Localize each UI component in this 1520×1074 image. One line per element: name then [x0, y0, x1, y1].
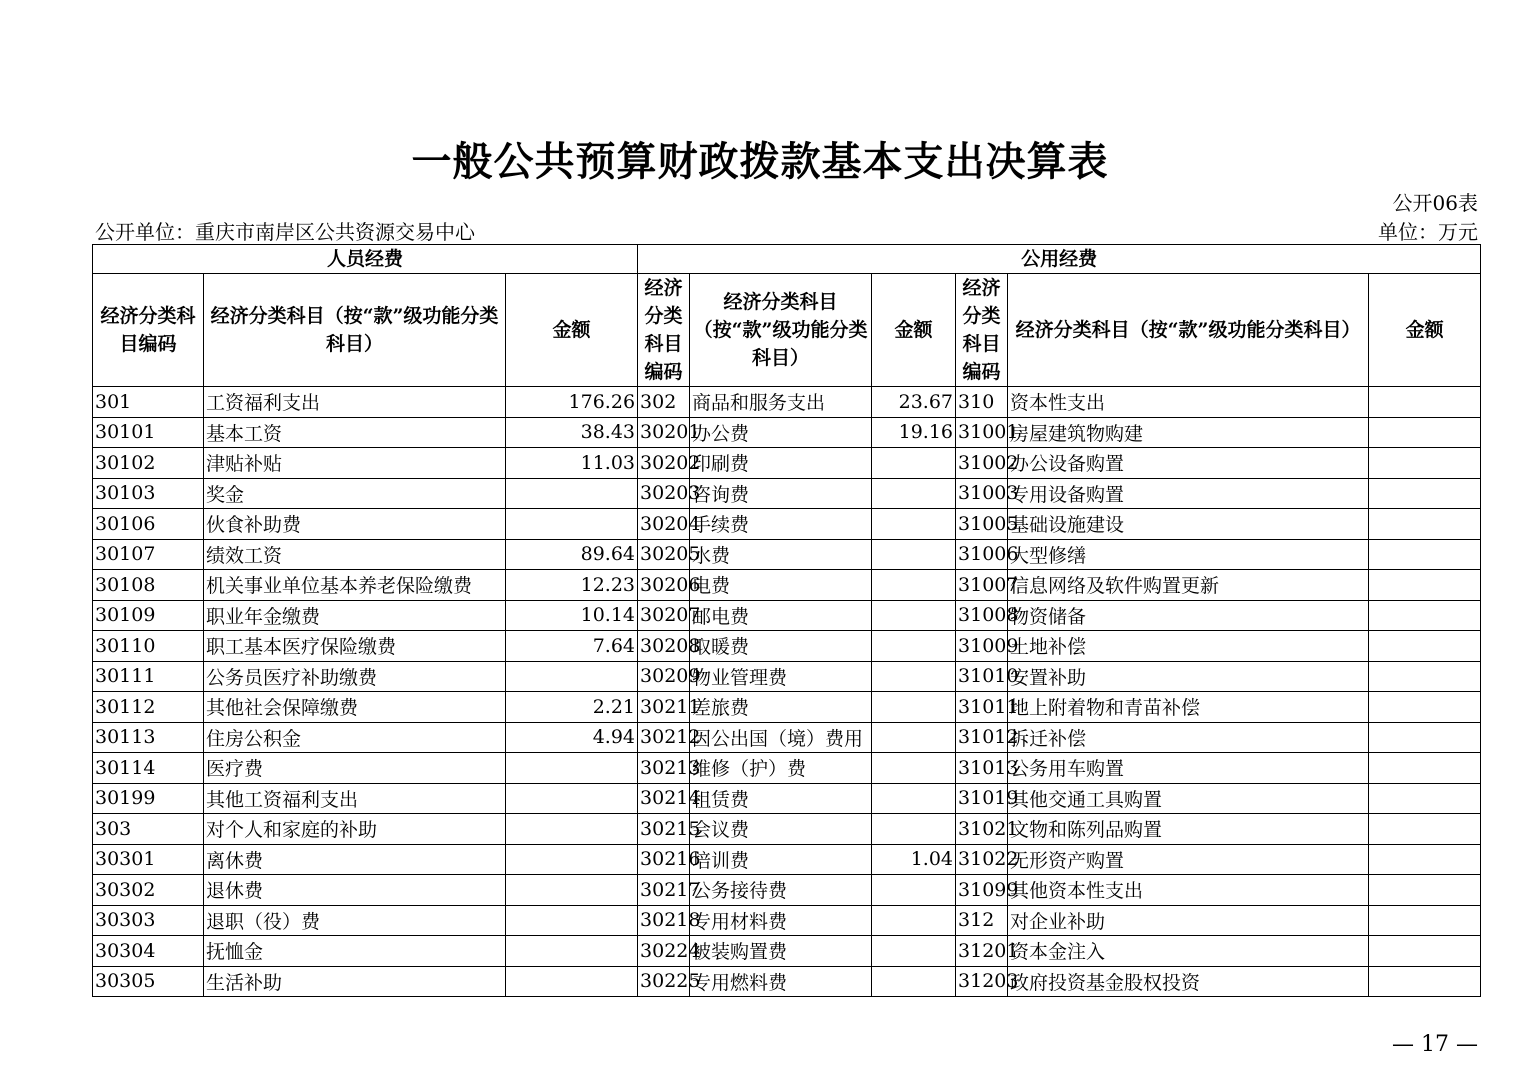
page-number: — 17 — — [1392, 1032, 1478, 1057]
amount-cell — [506, 814, 638, 845]
name-cell: 手续费 — [690, 509, 872, 540]
amount-cell — [872, 966, 956, 997]
table-row — [93, 661, 1481, 692]
table-row — [93, 600, 1481, 631]
amount-cell — [506, 905, 638, 936]
amount-cell — [1369, 631, 1481, 662]
name-cell: 专用设备购置 — [1008, 478, 1369, 509]
name-cell: 取暖费 — [690, 631, 872, 662]
expenditure-table — [92, 244, 1481, 997]
code-cell: 30202 — [638, 448, 690, 479]
amount-cell — [872, 631, 956, 662]
col-header-amount: 金额 — [1369, 274, 1481, 387]
name-cell: 印刷费 — [690, 448, 872, 479]
table-row — [93, 509, 1481, 540]
code-cell: 30207 — [638, 600, 690, 631]
amount-cell: 2.21 — [506, 692, 638, 723]
amount-cell — [1369, 661, 1481, 692]
code-cell: 302 — [638, 387, 690, 418]
code-cell: 31011 — [956, 692, 1008, 723]
code-cell: 30113 — [93, 722, 204, 753]
amount-cell — [1369, 448, 1481, 479]
amount-cell — [1369, 844, 1481, 875]
amount-cell: 10.14 — [506, 600, 638, 631]
code-cell: 30102 — [93, 448, 204, 479]
table-row — [93, 905, 1481, 936]
table-row — [93, 783, 1481, 814]
col-header-code: 经济分类科目编码 — [638, 274, 690, 387]
name-cell: 因公出国（境）费用 — [690, 722, 872, 753]
amount-cell — [872, 661, 956, 692]
name-cell: 离休费 — [204, 844, 506, 875]
code-cell: 303 — [93, 814, 204, 845]
name-cell: 抚恤金 — [204, 936, 506, 967]
name-cell: 医疗费 — [204, 753, 506, 784]
amount-cell — [1369, 814, 1481, 845]
table-row — [93, 814, 1481, 845]
table-row — [93, 448, 1481, 479]
col-header-code: 经济分类科目编码 — [93, 274, 204, 387]
table-row — [93, 722, 1481, 753]
name-cell: 会议费 — [690, 814, 872, 845]
name-cell: 租赁费 — [690, 783, 872, 814]
amount-cell — [506, 753, 638, 784]
name-cell: 咨询费 — [690, 478, 872, 509]
reporting-unit: 公开单位：重庆市南岸区公共资源交易中心 — [95, 220, 475, 244]
code-cell: 31009 — [956, 631, 1008, 662]
code-cell: 30302 — [93, 875, 204, 906]
name-cell: 退职（役）费 — [204, 905, 506, 936]
code-cell: 30214 — [638, 783, 690, 814]
amount-cell — [872, 478, 956, 509]
name-cell: 水费 — [690, 539, 872, 570]
amount-cell: 1.04 — [872, 844, 956, 875]
table-row — [93, 966, 1481, 997]
amount-cell: 23.67 — [872, 387, 956, 418]
col-header-name: 经济分类科目（按“款”级功能分类科目） — [204, 274, 506, 387]
name-cell: 其他工资福利支出 — [204, 783, 506, 814]
name-cell: 奖金 — [204, 478, 506, 509]
table-row — [93, 875, 1481, 906]
name-cell: 信息网络及软件购置更新 — [1008, 570, 1369, 601]
code-cell: 30212 — [638, 722, 690, 753]
amount-cell: 19.16 — [872, 417, 956, 448]
amount-cell — [1369, 783, 1481, 814]
code-cell: 312 — [956, 905, 1008, 936]
table-row — [93, 631, 1481, 662]
name-cell: 公务员医疗补助缴费 — [204, 661, 506, 692]
code-cell: 30215 — [638, 814, 690, 845]
name-cell: 伙食补助费 — [204, 509, 506, 540]
col-header-name: 经济分类科目（按“款”级功能分类科目） — [1008, 274, 1369, 387]
table-row — [93, 570, 1481, 601]
amount-cell — [506, 509, 638, 540]
code-cell: 30208 — [638, 631, 690, 662]
code-cell: 30301 — [93, 844, 204, 875]
name-cell: 专用燃料费 — [690, 966, 872, 997]
amount-cell — [872, 905, 956, 936]
code-cell: 30204 — [638, 509, 690, 540]
code-cell: 30112 — [93, 692, 204, 723]
name-cell: 物业管理费 — [690, 661, 872, 692]
table-row — [93, 936, 1481, 967]
amount-cell — [872, 753, 956, 784]
code-cell: 31001 — [956, 417, 1008, 448]
amount-cell — [1369, 722, 1481, 753]
code-cell: 30106 — [93, 509, 204, 540]
amount-cell — [1369, 570, 1481, 601]
code-cell: 30224 — [638, 936, 690, 967]
name-cell: 无形资产购置 — [1008, 844, 1369, 875]
name-cell: 其他交通工具购置 — [1008, 783, 1369, 814]
name-cell: 大型修缮 — [1008, 539, 1369, 570]
code-cell: 31021 — [956, 814, 1008, 845]
amount-cell — [1369, 905, 1481, 936]
amount-cell — [506, 478, 638, 509]
name-cell: 办公费 — [690, 417, 872, 448]
name-cell: 工资福利支出 — [204, 387, 506, 418]
name-cell: 职业年金缴费 — [204, 600, 506, 631]
table-row — [93, 387, 1481, 418]
col-header-amount: 金额 — [872, 274, 956, 387]
amount-cell — [872, 600, 956, 631]
code-cell: 30203 — [638, 478, 690, 509]
name-cell: 安置补助 — [1008, 661, 1369, 692]
name-cell: 津贴补贴 — [204, 448, 506, 479]
amount-cell: 12.23 — [506, 570, 638, 601]
name-cell: 职工基本医疗保险缴费 — [204, 631, 506, 662]
code-cell: 30303 — [93, 905, 204, 936]
table-row — [93, 692, 1481, 723]
code-cell: 30103 — [93, 478, 204, 509]
amount-cell — [1369, 539, 1481, 570]
amount-cell — [872, 570, 956, 601]
code-cell: 30211 — [638, 692, 690, 723]
code-cell: 30209 — [638, 661, 690, 692]
name-cell: 资本性支出 — [1008, 387, 1369, 418]
code-cell: 31010 — [956, 661, 1008, 692]
name-cell: 其他社会保障缴费 — [204, 692, 506, 723]
code-cell: 30101 — [93, 417, 204, 448]
name-cell: 培训费 — [690, 844, 872, 875]
code-cell: 30205 — [638, 539, 690, 570]
name-cell: 土地补偿 — [1008, 631, 1369, 662]
amount-cell: 176.26 — [506, 387, 638, 418]
code-cell: 301 — [93, 387, 204, 418]
name-cell: 资本金注入 — [1008, 936, 1369, 967]
code-cell: 31012 — [956, 722, 1008, 753]
name-cell: 被装购置费 — [690, 936, 872, 967]
amount-cell — [506, 783, 638, 814]
amount-cell — [1369, 478, 1481, 509]
name-cell: 地上附着物和青苗补偿 — [1008, 692, 1369, 723]
name-cell: 机关事业单位基本养老保险缴费 — [204, 570, 506, 601]
amount-cell — [1369, 417, 1481, 448]
code-cell: 310 — [956, 387, 1008, 418]
code-cell: 31022 — [956, 844, 1008, 875]
currency-unit: 单位：万元 — [1378, 220, 1478, 244]
name-cell: 维修（护）费 — [690, 753, 872, 784]
code-cell: 30304 — [93, 936, 204, 967]
code-cell: 30216 — [638, 844, 690, 875]
code-cell: 30114 — [93, 753, 204, 784]
name-cell: 公务接待费 — [690, 875, 872, 906]
code-cell: 31201 — [956, 936, 1008, 967]
amount-cell — [1369, 753, 1481, 784]
code-cell: 30217 — [638, 875, 690, 906]
code-cell: 30107 — [93, 539, 204, 570]
name-cell: 对个人和家庭的补助 — [204, 814, 506, 845]
name-cell: 房屋建筑物购建 — [1008, 417, 1369, 448]
amount-cell — [1369, 966, 1481, 997]
name-cell: 绩效工资 — [204, 539, 506, 570]
amount-cell — [506, 966, 638, 997]
name-cell: 文物和陈列品购置 — [1008, 814, 1369, 845]
amount-cell — [872, 448, 956, 479]
name-cell: 住房公积金 — [204, 722, 506, 753]
name-cell: 对企业补助 — [1008, 905, 1369, 936]
table-row — [93, 844, 1481, 875]
col-header-amount: 金额 — [506, 274, 638, 387]
amount-cell — [506, 936, 638, 967]
amount-cell — [872, 875, 956, 906]
code-cell: 30206 — [638, 570, 690, 601]
amount-cell — [506, 661, 638, 692]
col-header-code: 经济分类科目编码 — [956, 274, 1008, 387]
name-cell: 基础设施建设 — [1008, 509, 1369, 540]
code-cell: 30201 — [638, 417, 690, 448]
name-cell: 退休费 — [204, 875, 506, 906]
name-cell: 其他资本性支出 — [1008, 875, 1369, 906]
amount-cell — [872, 783, 956, 814]
code-cell: 31019 — [956, 783, 1008, 814]
code-cell: 30108 — [93, 570, 204, 601]
col-header-name: 经济分类科目（按“款”级功能分类科目） — [690, 274, 872, 387]
table-row — [93, 417, 1481, 448]
code-cell: 31008 — [956, 600, 1008, 631]
amount-cell — [872, 509, 956, 540]
amount-cell — [506, 844, 638, 875]
code-cell: 30199 — [93, 783, 204, 814]
amount-cell: 11.03 — [506, 448, 638, 479]
page-title: 一般公共预算财政拨款基本支出决算表 — [411, 138, 1109, 185]
amount-cell — [1369, 692, 1481, 723]
table-row — [93, 753, 1481, 784]
amount-cell — [1369, 387, 1481, 418]
code-cell: 30109 — [93, 600, 204, 631]
code-cell: 31005 — [956, 509, 1008, 540]
code-cell: 30110 — [93, 631, 204, 662]
name-cell: 生活补助 — [204, 966, 506, 997]
amount-cell: 4.94 — [506, 722, 638, 753]
amount-cell — [1369, 875, 1481, 906]
amount-cell — [872, 814, 956, 845]
name-cell: 拆迁补偿 — [1008, 722, 1369, 753]
code-cell: 31203 — [956, 966, 1008, 997]
amount-cell: 7.64 — [506, 631, 638, 662]
amount-cell — [1369, 509, 1481, 540]
code-cell: 30218 — [638, 905, 690, 936]
name-cell: 邮电费 — [690, 600, 872, 631]
code-cell: 30225 — [638, 966, 690, 997]
amount-cell — [506, 875, 638, 906]
name-cell: 物资储备 — [1008, 600, 1369, 631]
amount-cell — [872, 539, 956, 570]
form-number: 公开06表 — [1392, 191, 1478, 215]
code-cell: 31002 — [956, 448, 1008, 479]
amount-cell — [1369, 936, 1481, 967]
amount-cell — [1369, 600, 1481, 631]
code-cell: 31007 — [956, 570, 1008, 601]
amount-cell — [872, 722, 956, 753]
amount-cell: 38.43 — [506, 417, 638, 448]
table-row — [93, 478, 1481, 509]
name-cell: 商品和服务支出 — [690, 387, 872, 418]
amount-cell — [872, 692, 956, 723]
amount-cell — [872, 936, 956, 967]
group-header-public: 公用经费 — [638, 245, 1481, 274]
name-cell: 差旅费 — [690, 692, 872, 723]
code-cell: 31013 — [956, 753, 1008, 784]
code-cell: 31006 — [956, 539, 1008, 570]
code-cell: 30111 — [93, 661, 204, 692]
name-cell: 办公设备购置 — [1008, 448, 1369, 479]
amount-cell: 89.64 — [506, 539, 638, 570]
name-cell: 公务用车购置 — [1008, 753, 1369, 784]
group-header-personnel: 人员经费 — [93, 245, 638, 274]
name-cell: 基本工资 — [204, 417, 506, 448]
code-cell: 31099 — [956, 875, 1008, 906]
code-cell: 30305 — [93, 966, 204, 997]
name-cell: 专用材料费 — [690, 905, 872, 936]
name-cell: 政府投资基金股权投资 — [1008, 966, 1369, 997]
name-cell: 电费 — [690, 570, 872, 601]
code-cell: 30213 — [638, 753, 690, 784]
table-row — [93, 539, 1481, 570]
code-cell: 31003 — [956, 478, 1008, 509]
